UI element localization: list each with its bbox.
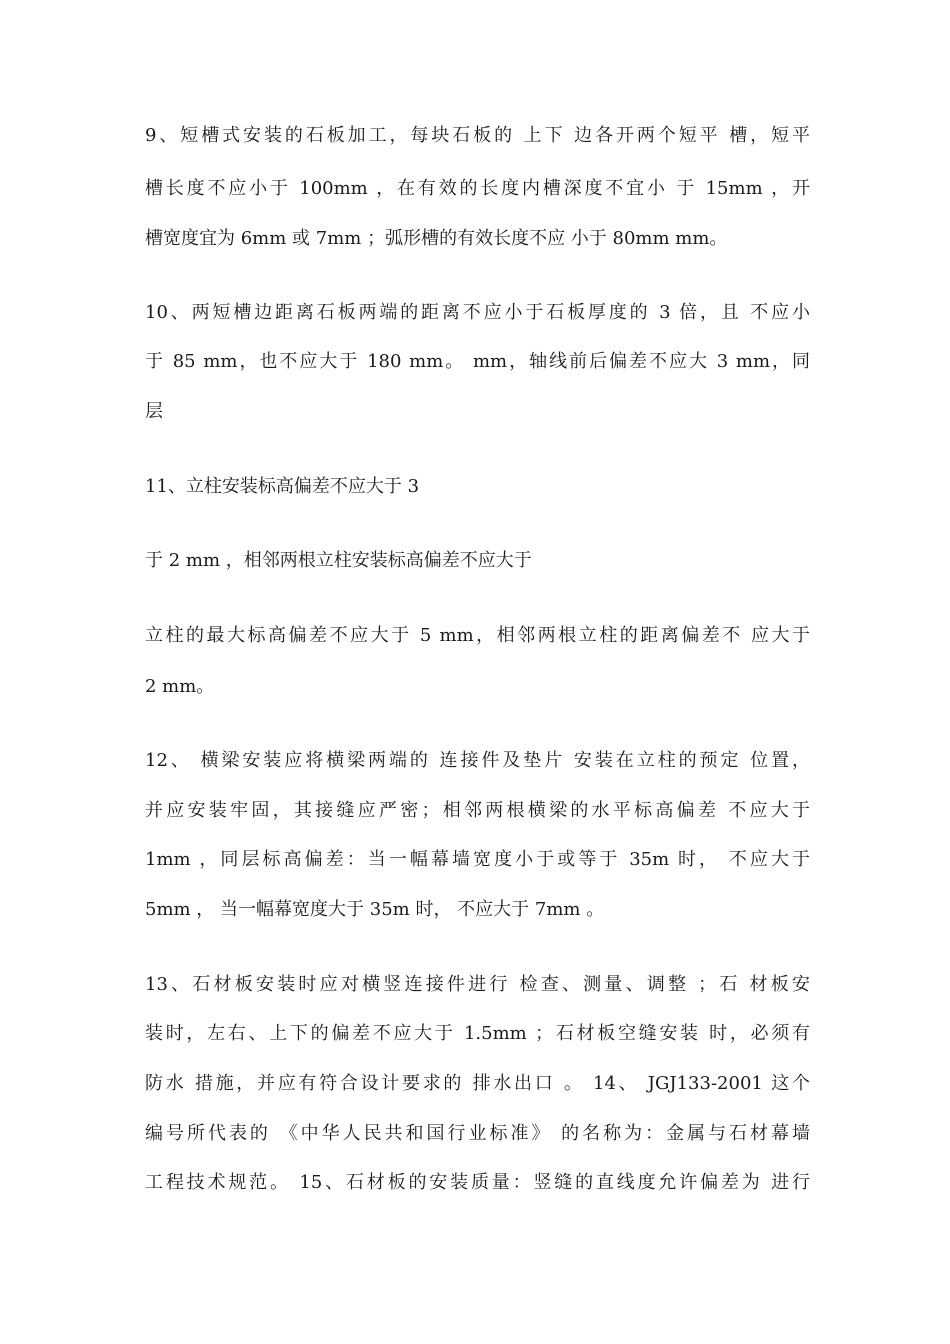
text-line-8: 于 2 mm ，相邻两根立柱安装标高偏差不应大于 — [145, 550, 532, 571]
text-line-19: 工程技术规范。 15、石材板的安装质量：竖缝的直线度允许偏差为 进行 — [145, 1172, 810, 1193]
text-line-10: 2 mm。 — [145, 676, 215, 697]
text-line-18: 编号所代表的 《中华人民共和国行业标准》 的名称为：金属与石材幕墙 — [145, 1123, 810, 1144]
text-line-2: 槽长度不应小于 100mm ，在有效的长度内槽深度不宜小 于 15mm ，开 — [145, 178, 810, 199]
text-line-7: 11、立柱安装标高偏差不应大于 3 — [145, 476, 420, 497]
text-line-11: 12、 横梁安装应将横梁两端的 连接件及垫片 安装在立柱的预定 位置， — [145, 750, 810, 771]
text-line-14: 5mm ， 当一幅幕宽度大于 35m 时， 不应大于 7mm 。 — [145, 899, 605, 920]
text-line-15: 13、石材板安装时应对横竖连接件进行 检查、测量、调整 ；石 材板安 — [145, 974, 810, 995]
text-line-4: 10、两短槽边距离石板两端的距离不应小于石板厚度的 3 倍，且 不应小 — [145, 302, 810, 323]
text-line-6: 层 — [145, 401, 163, 422]
text-line-17: 防水 措施，并应有符合设计要求的 排水出口 。 14、 JGJ133-2001 这个 — [145, 1073, 810, 1094]
text-line-3: 槽宽度宜为 6mm 或 7mm ；弧形槽的有效长度不应 小于 80mm mm。 — [145, 228, 728, 249]
text-line-16: 装时，左右、上下的偏差不应大于 1.5mm ；石材板空缝安装 时，必须有 — [145, 1023, 810, 1044]
text-line-13: 1mm ，同层标高偏差：当一幅幕墙宽度小于或等于 35m 时， 不应大于 — [145, 849, 810, 870]
text-line-5: 于 85 mm，也不应大于 180 mm。 mm，轴线前后偏差不应大 3 mm，同 — [145, 351, 810, 372]
text-line-9: 立柱的最大标高偏差不应大于 5 mm，相邻两根立柱的距离偏差不 应大于 — [145, 625, 810, 646]
text-line-1: 9、短槽式安装的石板加工，每块石板的 上下 边各开两个短平 槽，短平 — [145, 125, 810, 146]
text-line-12: 并应安装牢固，其接缝应严密；相邻两根横梁的水平标高偏差 不应大于 — [145, 800, 810, 821]
